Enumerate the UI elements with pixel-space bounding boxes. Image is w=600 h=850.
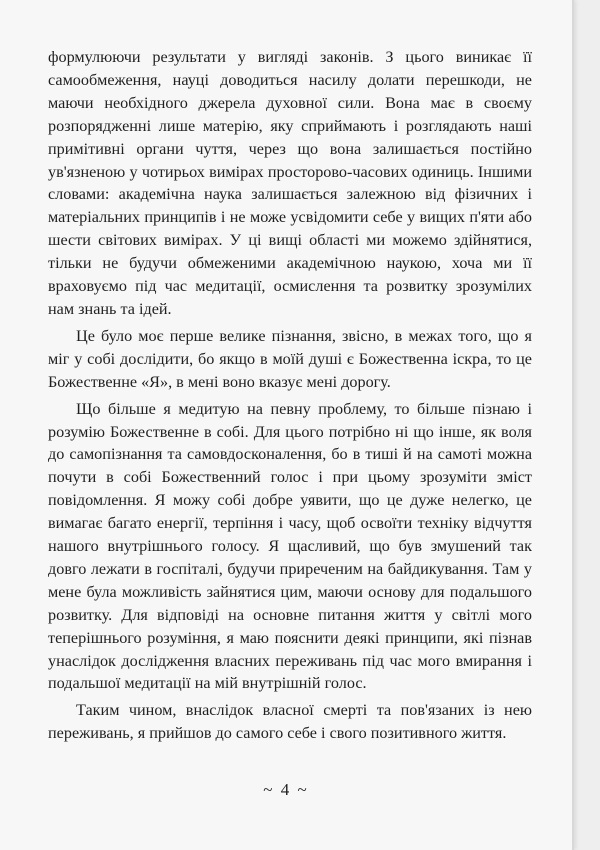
paragraph-3: Що більше я медитую на певну проблему, то більше пізнаю і розумію Божественне в собі. Для цього потрібно ні що інше, як воля до самопізнання та самовдосконалення, бо в тиші й на самоті можна почути в собі Божественний голос і при цьому зрозуміти зміст повідомлення. Я можу собі добре уявити, що це дуже нелегко, це вимагає багато енергії, терпіння і часу, щоб освоїти техніку відчуття нашого внутрішнього голосу. Я щасливий, що був змушений так довго лежати в госпіталі, будучи приреченим на байдикування. Там у мене була можливість зайнятися цим, маючи основу для подальшого розвитку. Для відповіді на основне питання життя у світлі мого теперішнього розуміння, я маю пояснити деякі принципи, які пізнав унаслідок дослідження власних переживань під час мого вмирання і подальшої медитації на мій внутрішній голос. [48,399,532,693]
paragraph-2: Це було моє перше велике пізнання, звісно, в межах того, що я міг у собі дослідити, бо якщо в моїй душі є Божественна іскра, то це Божественне «Я», в мені воно вказує мені дорогу. [48,326,532,391]
paragraph-4: Таким чином, внаслідок власної смерті та пов'язаних із нею переживань, я прийшов до самого себе і свого позитивного життя. [48,701,532,743]
paragraph-1: формулюючи результати у вигляді законів. З цього виникає її самообмеження, науці доводиться насилу долати перешкоди, не маючи необхідного джерела духовної сили. Вона має в своєму розпорядженні лише матерію, яку сприймають і розглядають наші примітивні органи чуття, через що вона залишається постійно ув'язненою у чотирьох вимірах просторово-часових одиниць. Іншими словами: академічна наука залишається залежною від фізичних і матеріальних принципів і не може усвідомити себе у вищих п'яти або шести світових вимірах. У ці вищі області ми можемо здійнятися, тільки не будучи обмеженими академічною наукою, хоча ми її враховуємо під час медитації, осмислення та розвитку зрозумілих нам знань та ідей. [48,48,532,318]
page-body-text [48,46,532,749]
page-number: ~ 4 ~ [263,780,309,799]
